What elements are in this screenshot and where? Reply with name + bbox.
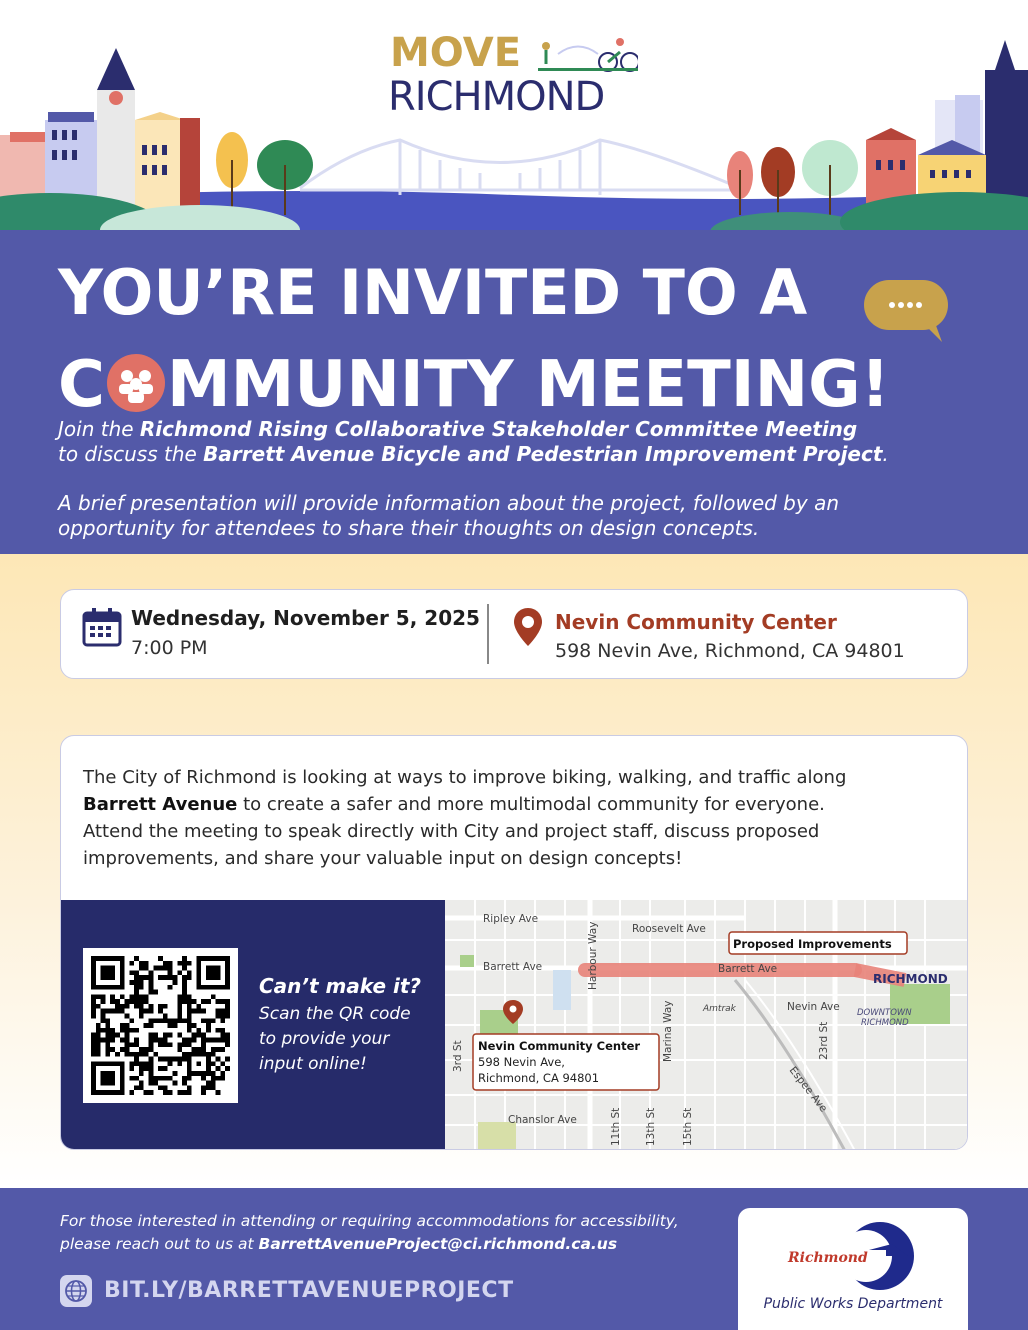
scan-line-2: to provide your <box>259 1029 390 1049</box>
scan-line-1: Scan the QR code <box>259 1004 411 1024</box>
brief-line-1: A brief presentation will provide information about the project, followed by an <box>58 491 840 515</box>
venue-name: Nevin Community Center <box>555 610 837 634</box>
headline-line-2 <box>58 348 890 422</box>
map-graphic <box>445 900 968 1150</box>
cyclist-bridge-logo-icon <box>538 34 638 74</box>
qr-code-graphic <box>91 956 230 1095</box>
map-label-chanslor: Chanslor Ave <box>508 1114 577 1126</box>
header-illustration <box>0 0 1028 230</box>
map-proposed-label: Proposed Improvements <box>733 937 892 951</box>
map-downtown-line-2: RICHMOND <box>861 1018 909 1028</box>
qr-panel <box>61 900 445 1150</box>
map-label-marina: Marina Way <box>662 1000 674 1062</box>
map-label-23rd: 23rd St <box>818 1021 830 1060</box>
description-line-3: Attend the meeting to speak directly with City and project staff, discuss proposed <box>83 821 820 842</box>
project-name: Barrett Avenue Bicycle and Pedestrian Improvement Project <box>203 442 883 466</box>
event-details-card <box>60 589 968 679</box>
scan-instructions <box>259 1002 411 1077</box>
map-center-addr-1: 598 Nevin Ave, <box>478 1055 565 1069</box>
join-period: . <box>882 442 889 466</box>
headline-rest: MMUNITY MEETING! <box>166 348 890 422</box>
logo-move-text: MOVE <box>390 30 522 76</box>
cant-make-it-heading: Can’t make it? <box>259 974 422 998</box>
project-description <box>83 764 953 872</box>
vertical-divider <box>487 604 489 664</box>
project-description-card <box>60 735 968 1150</box>
map-label-ripley: Ripley Ave <box>483 913 539 925</box>
city-logo-text: Richmond <box>788 1250 868 1266</box>
location-map <box>445 900 968 1150</box>
map-label-barrett-east: Barrett Ave <box>718 963 778 975</box>
project-url-link[interactable]: BIT.LY/BARRETTAVENUEPROJECT <box>104 1278 514 1303</box>
community-people-icon <box>107 354 165 412</box>
barrett-avenue-emphasis: Barrett Avenue <box>83 794 238 815</box>
map-label-barrett-west: Barrett Ave <box>483 961 543 973</box>
map-richmond-label: RICHMOND <box>873 972 948 986</box>
contact-prefix: please reach out to us at <box>60 1235 259 1253</box>
headline-c: C <box>58 348 105 422</box>
map-label-roosevelt: Roosevelt Ave <box>632 923 706 935</box>
join-statement <box>58 417 889 467</box>
committee-name: Richmond Rising Collaborative Stakeholder Committee Meeting <box>139 417 858 441</box>
join-text-1: Join the <box>58 417 140 441</box>
city-of-richmond-logo <box>784 1220 924 1292</box>
scan-line-3: input online! <box>259 1054 367 1074</box>
description-line-2-rest: to create a safer and more multimodal community for everyone. <box>237 794 825 815</box>
globe-icon <box>60 1275 92 1307</box>
calendar-icon <box>81 606 123 648</box>
presentation-summary <box>58 491 839 541</box>
logo-richmond-text: RICHMOND <box>388 74 605 120</box>
event-time: 7:00 PM <box>131 637 208 659</box>
map-center-name: Nevin Community Center <box>478 1039 641 1053</box>
qr-code[interactable] <box>83 948 238 1103</box>
public-works-logo-card <box>738 1208 968 1330</box>
map-label-amtrak: Amtrak <box>703 1004 736 1014</box>
public-works-department: Public Works Department <box>763 1296 943 1312</box>
map-label-11th: 11th St <box>610 1107 622 1146</box>
venue-address: 598 Nevin Ave, Richmond, CA 94801 <box>555 640 905 662</box>
description-line-1: The City of Richmond is looking at ways to improve biking, walking, and traffic along <box>83 767 847 788</box>
invitation-banner <box>0 230 1028 554</box>
accessibility-note-line-2 <box>60 1235 617 1253</box>
map-label-espee: Espee Ave <box>786 1064 830 1115</box>
description-line-4: improvements, and share your valuable input on design concepts! <box>83 848 683 869</box>
location-pin-icon <box>513 607 543 647</box>
footer <box>0 1188 1028 1330</box>
description-line-2 <box>83 791 953 818</box>
chat-bubble-icon <box>864 280 952 344</box>
headline-line-1: YOU’RE INVITED TO A <box>58 256 808 329</box>
map-center-addr-2: Richmond, CA 94801 <box>478 1071 600 1085</box>
map-label-13th: 13th St <box>645 1107 657 1146</box>
map-label-harbour: Harbour Way <box>587 921 599 990</box>
contact-email-link[interactable]: BarrettAvenueProject@ci.richmond.ca.us <box>258 1235 618 1253</box>
join-text-2: to discuss the <box>58 442 204 466</box>
brief-line-2: opportunity for attendees to share their thoughts on design concepts. <box>58 516 760 540</box>
map-downtown-line-1: DOWNTOWN <box>857 1008 912 1018</box>
map-label-3rd: 3rd St <box>452 1040 464 1072</box>
event-date: Wednesday, November 5, 2025 <box>131 606 480 630</box>
map-label-15th: 15th St <box>682 1107 694 1146</box>
accessibility-note-line-1: For those interested in attending or requiring accommodations for accessibility, <box>60 1212 679 1230</box>
map-label-nevin: Nevin Ave <box>787 1001 840 1013</box>
move-richmond-logo <box>388 30 640 120</box>
